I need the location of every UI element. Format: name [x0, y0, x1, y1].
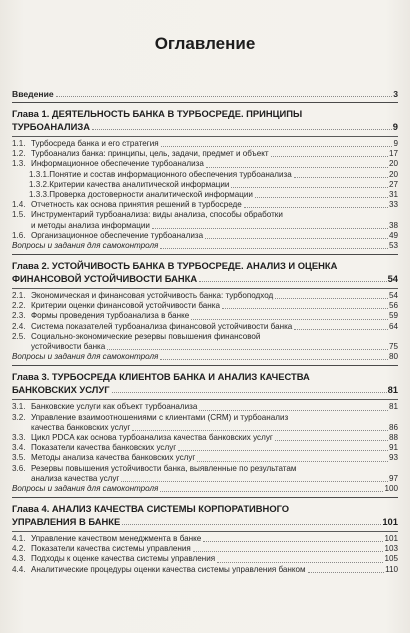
chapter-page-number: 9 [392, 120, 398, 132]
toc-questions [12, 352, 398, 362]
toc-page-number: 88 [388, 432, 398, 442]
leader-dots [132, 430, 388, 431]
leader-dots [112, 392, 387, 393]
toc-entry [12, 453, 398, 463]
toc-entry-line1 [12, 464, 398, 474]
toc-entry-text: Показатели качества банковских услуг [31, 443, 177, 453]
toc-entry-number: 1.3. [12, 159, 26, 169]
chapter-title-line2: ТУРБОАНАЛИЗА [12, 120, 90, 132]
toc-entry-number: 2.3. [12, 311, 26, 321]
leader-dots [222, 308, 388, 309]
leader-dots [161, 146, 393, 147]
toc-entry-number: 1.1. [12, 139, 26, 149]
toc-entry-text: Социально-экономические резервы повышения финансовой [31, 331, 261, 341]
toc-entry-number: 4.2. [12, 544, 26, 554]
toc-page-number: 97 [388, 473, 398, 483]
toc-page-number: 9 [393, 139, 398, 149]
toc-entry-number: 4.3. [12, 554, 26, 564]
toc-entry-text: Критерии оценки финансовой устойчивости банка [31, 301, 220, 311]
toc-page-number: 33 [388, 200, 398, 210]
toc-entry-text: Введение [12, 89, 54, 99]
divider [12, 399, 398, 400]
chapter-page-number: 54 [387, 272, 398, 284]
toc-page-number: 27 [388, 179, 398, 189]
page-title: Оглавление [154, 34, 256, 53]
toc-entry-text: Экономическая и финансовая устойчивость банка: турбоподход [31, 291, 274, 301]
toc-entry [12, 554, 398, 564]
toc-entry-number: 1.4. [12, 200, 26, 210]
leader-dots [231, 187, 388, 188]
divider [12, 365, 398, 366]
toc-entry-line1 [12, 413, 398, 423]
leader-dots [275, 440, 388, 441]
toc-page-number: 64 [388, 321, 398, 331]
toc-entry-text: анализа качества услуг [31, 473, 120, 483]
toc-page-number: 86 [388, 422, 398, 432]
divider [12, 102, 398, 103]
toc-entry-number: 2.5. [12, 331, 26, 341]
toc-page-number: 59 [388, 311, 398, 321]
toc-entry-text: качества банковских услуг [31, 422, 131, 432]
toc-entry [12, 291, 398, 301]
toc-entry-line2 [12, 342, 398, 352]
chapter-4-entries [12, 534, 398, 575]
leader-dots [199, 281, 386, 282]
toc-entry [12, 311, 398, 321]
toc-entry-number: 3.5. [12, 453, 26, 463]
chapter-3-entries [12, 402, 398, 494]
toc-entry-number: 1.5. [12, 210, 26, 220]
toc-entry-text: Организационное обеспечение турбоанализа [31, 230, 204, 240]
toc-entry-text: Показатели качества системы управления [31, 544, 191, 554]
toc-entry [12, 565, 398, 575]
toc-entry-intro [12, 89, 398, 99]
toc-entry-text: Подходы к оценке качества системы управления [31, 554, 216, 564]
toc-page-number: 20 [388, 169, 398, 179]
chapter-2-entries [12, 291, 398, 362]
toc-entry-line2 [12, 474, 398, 484]
toc-entry-text: Методы анализа качества банковских услуг [31, 453, 196, 463]
chapter-3-heading [12, 371, 398, 396]
chapter-page-number: 81 [387, 383, 398, 395]
toc-entry-text: Управление качеством менеджмента в банке [31, 533, 202, 543]
chapter-page-number: 101 [382, 515, 398, 527]
toc-entry [12, 433, 398, 443]
toc-entry-text: Банковские услуги как объект турбоанализа [31, 402, 198, 412]
toc-page-number: 101 [384, 533, 398, 543]
toc-entry-number: 3.2. [12, 412, 26, 422]
toc-entry-text: Цикл PDCA как основа турбоанализа качества банковских услуг [31, 432, 273, 442]
leader-dots [255, 197, 388, 198]
toc-entry-number: 1.3.1. [29, 169, 50, 179]
toc-page-number: 105 [384, 554, 398, 564]
toc-entry-number: 4.4. [12, 564, 26, 574]
leader-dots [244, 207, 388, 208]
toc-page-number: 81 [388, 402, 398, 412]
leader-dots [107, 349, 388, 350]
leader-dots [199, 410, 388, 411]
toc-page-number: 3 [393, 89, 398, 99]
toc-page-number: 56 [388, 301, 398, 311]
leader-dots [121, 481, 388, 482]
toc-entry-number: 2.2. [12, 301, 26, 311]
leader-dots [152, 228, 388, 229]
leader-dots [160, 248, 388, 249]
leader-dots [56, 96, 393, 97]
toc-page-number: 49 [388, 230, 398, 240]
toc-entry-text: Вопросы и задания для самоконтроля [12, 483, 159, 493]
leader-dots [294, 329, 388, 330]
toc-page-number: 91 [388, 443, 398, 453]
toc-entry [12, 139, 398, 149]
toc-page-number: 75 [388, 342, 398, 352]
chapter-4-heading [12, 503, 398, 528]
leader-dots [294, 177, 388, 178]
toc-entry-text: Вопросы и задания для самоконтроля [12, 352, 159, 362]
toc-subentry [12, 170, 398, 180]
toc-entry-text: Проверка достоверности аналитической информации [49, 190, 253, 200]
toc-entry-line1 [12, 332, 398, 342]
leader-dots [178, 450, 388, 451]
toc-entry [12, 200, 398, 210]
toc-entry-line1 [12, 210, 398, 220]
chapter-title-line2: БАНКОВСКИХ УСЛУГ [12, 383, 110, 395]
toc-entry-number: 3.6. [12, 463, 26, 473]
toc-entry-text: Понятие и состав информационного обеспечения турбоанализа [49, 169, 292, 179]
toc-entry-number: 3.3. [12, 432, 26, 442]
leader-dots [92, 129, 392, 130]
toc-page-number: 20 [388, 159, 398, 169]
divider [12, 254, 398, 255]
toc-entry [12, 322, 398, 332]
leader-dots [203, 541, 383, 542]
chapter-title-line1: Глава 3. ТУРБОСРЕДА КЛИЕНТОВ БАНКА И АНАЛИЗ КАЧЕСТВА [12, 371, 310, 383]
toc-page-number: 110 [385, 564, 398, 574]
toc-page-number: 100 [384, 483, 398, 493]
toc-page-number: 38 [388, 220, 398, 230]
toc-entry-line2 [12, 221, 398, 231]
toc-entry [12, 534, 398, 544]
toc-subentry [12, 180, 398, 190]
toc-page-number: 17 [388, 149, 398, 159]
toc-page-number: 93 [388, 453, 398, 463]
leader-dots [160, 359, 388, 360]
toc-entry [12, 149, 398, 159]
toc-entry-text: Аналитические процедуры оценки качества системы управления банком [31, 564, 306, 574]
toc-entry [12, 301, 398, 311]
toc-entry-number: 4.1. [12, 533, 26, 543]
toc-entry [12, 443, 398, 453]
toc-questions [12, 241, 398, 251]
toc-entry-text: Вопросы и задания для самоконтроля [12, 241, 159, 251]
chapter-2-heading [12, 260, 398, 285]
toc-entry-line2 [12, 423, 398, 433]
toc-entry-text: Система показателей турбоанализа финансовой устойчивости банка [31, 321, 293, 331]
toc-entry-text: Формы проведения турбоанализа в банке [31, 311, 190, 321]
leader-dots [206, 167, 388, 168]
divider [12, 288, 398, 289]
toc-entry-number: 2.1. [12, 291, 26, 301]
divider [12, 136, 398, 137]
toc-entry-number: 1.3.2. [29, 179, 50, 189]
table-of-contents [12, 89, 398, 575]
toc-subentry [12, 190, 398, 200]
divider [12, 497, 398, 498]
toc-entry [12, 231, 398, 241]
leader-dots [122, 524, 381, 525]
toc-page-number: 103 [384, 544, 398, 554]
chapter-title-line1: Глава 2. УСТОЙЧИВОСТЬ БАНКА В ТУРБОСРЕДЕ. АНАЛИЗ И ОЦЕНКА [12, 260, 338, 272]
toc-page-number: 53 [388, 241, 398, 251]
toc-entry-text: Управление взаимоотношениями с клиентами (CRM) и турбоанализ [31, 412, 289, 422]
leader-dots [160, 491, 383, 492]
chapter-title-line2: УПРАВЛЕНИЯ В БАНКЕ [12, 515, 121, 527]
leader-dots [191, 319, 388, 320]
toc-entry-text: Турбоанализ банка: принципы, цель, задачи, предмет и объект [31, 149, 269, 159]
toc-entry-number: 3.1. [12, 402, 26, 412]
chapter-1-entries [12, 139, 398, 251]
divider [12, 531, 398, 532]
leader-dots [275, 298, 388, 299]
toc-entry-text: Отчетность как основа принятия решений в турбосреде [31, 200, 242, 210]
toc-questions [12, 484, 398, 494]
chapter-title-line1: Глава 4. АНАЛИЗ КАЧЕСТВА СИСТЕМЫ КОРПОРАТИВНОГО [12, 503, 290, 515]
leader-dots [271, 156, 388, 157]
toc-entry-number: 3.4. [12, 443, 26, 453]
leader-dots [308, 572, 384, 573]
toc-entry-text: Турбосреда банка и его стратегия [31, 139, 159, 149]
toc-entry-text: и методы анализа информации [31, 220, 150, 230]
toc-page-number: 80 [388, 352, 398, 362]
toc-entry-number: 1.2. [12, 149, 26, 159]
toc-entry [12, 402, 398, 412]
toc-entry-text: Критерии качества аналитической информации [49, 179, 230, 189]
toc-page-number: 54 [388, 291, 398, 301]
toc-page-number: 31 [388, 190, 398, 200]
toc-entry [12, 544, 398, 554]
toc-entry-text: Инструментарий турбоанализа: виды анализа, способы обработки [31, 210, 283, 220]
toc-entry-text: устойчивости банка [31, 342, 106, 352]
toc-entry [12, 159, 398, 169]
toc-entry-text: Информационное обеспечение турбоанализа [31, 159, 204, 169]
toc-entry-number: 2.4. [12, 321, 26, 331]
toc-entry-number: 1.6. [12, 230, 26, 240]
leader-dots [217, 562, 383, 563]
leader-dots [197, 461, 388, 462]
chapter-title-line1: Глава 1. ДЕЯТЕЛЬНОСТЬ БАНКА В ТУРБОСРЕДЕ. ПРИНЦИПЫ [12, 108, 303, 120]
leader-dots [205, 238, 388, 239]
toc-entry-text: Резервы повышения устойчивости банка, выявленные по результатам [31, 463, 297, 473]
toc-entry-number: 1.3.3. [29, 190, 50, 200]
leader-dots [193, 551, 384, 552]
chapter-1-heading [12, 108, 398, 133]
chapter-title-line2: ФИНАНСОВОЙ УСТОЙЧИВОСТИ БАНКА [12, 272, 198, 284]
